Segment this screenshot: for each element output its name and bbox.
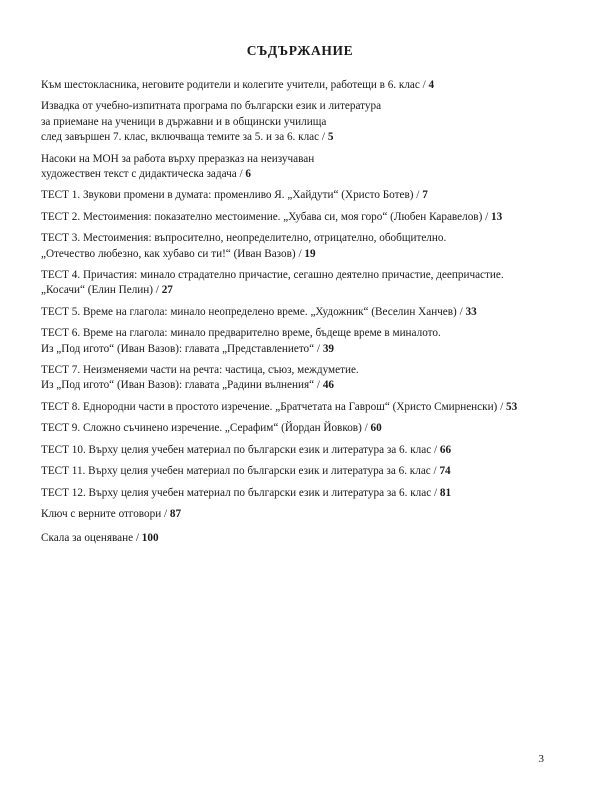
toc-entry[interactable] — [41, 152, 564, 183]
toc-entry[interactable] — [41, 99, 564, 145]
toc-entry-line: ТЕСТ 10. Върху целия учебен материал по български език и литература за 6. клас / 66 — [41, 443, 452, 456]
toc-page-number: 27 — [161, 284, 173, 297]
toc-entry[interactable] — [41, 268, 564, 299]
toc-entry-line: ТЕСТ 8. Еднородни части в простото изречение. „Братчетата на Гаврош“ (Христо Смирненски) / 53 — [41, 400, 518, 413]
toc-entry-line: Скала за оценяване / 100 — [41, 532, 159, 545]
toc-entry-line: ТЕСТ 5. Време на глагола: минало неопределено време. „Художник“ (Веселин Ханчев) / 33 — [41, 305, 477, 318]
toc-separator: / — [413, 189, 423, 202]
toc-separator: / — [319, 131, 328, 144]
toc-entry-line: ТЕСТ 2. Местоимения: показателно местоимение. „Хубава си, моя горо“ (Любен Каравелов) / 13 — [41, 210, 503, 223]
toc-entry-line: Ключ с верните отговори / 87 — [41, 508, 182, 521]
toc-entry-line: ТЕСТ 1. Звукови промени в думата: променливо Я. „Хайдути“ (Христо Ботев) / 7 — [41, 189, 428, 202]
toc-separator: / — [314, 342, 323, 355]
toc-entry[interactable] — [41, 305, 564, 320]
toc-separator: / — [314, 379, 323, 392]
toc-entry-line: Към шестокласника, неговите родители и колегите учители, работещи в 6. клас / 4 — [41, 79, 435, 91]
toc-entry[interactable] — [41, 363, 564, 394]
toc-entry-line: ТЕСТ 6. Време на глагола: минало предварително време, бъдеще време в миналото. — [41, 327, 441, 340]
toc-page-number: 7 — [422, 189, 428, 202]
toc-entry-line: ТЕСТ 7. Неизменяеми части на речта: частица, съюз, междуметие. — [41, 364, 359, 377]
toc-page-number: 4 — [428, 79, 435, 91]
toc-entry-line: след завършен 7. клас, включваща темите за 5. и за 6. клас / 5 — [41, 131, 334, 144]
toc-entry-line: художествен текст с дидактическа задача / 6 — [41, 167, 251, 180]
toc-page-number: 87 — [169, 508, 182, 521]
toc-page-number: 33 — [465, 305, 477, 318]
toc-entry-line: Насоки на МОН за работа върху преразказ на неизучаван — [41, 152, 315, 165]
toc-entry-line: ТЕСТ 11. Върху целия учебен материал по български език и литература за 6. клас / 74 — [41, 465, 451, 478]
toc-entry-line: ТЕСТ 9. Сложно съчинено изречение. „Серафим“ (Йордан Йовков) / 60 — [41, 422, 382, 435]
toc-entry[interactable] — [41, 78, 564, 93]
toc-entry[interactable] — [41, 507, 564, 522]
toc-entry-line: ТЕСТ 3. Местоимения: въпросително, неопределително, отрицателно, обобщително. — [41, 232, 447, 245]
toc-page-number: 81 — [439, 486, 452, 499]
toc-entry[interactable] — [41, 464, 564, 479]
toc-entry-line: „Отечество любезно, как хубаво си ти!“ (Иван Вазов) / 19 — [41, 247, 316, 260]
toc-entry[interactable] — [41, 443, 564, 458]
toc-page-number: 19 — [304, 247, 316, 260]
table-of-contents-list — [41, 78, 564, 555]
toc-page-number: 74 — [439, 465, 451, 478]
toc-entry[interactable] — [41, 421, 564, 436]
toc-entry-line: Из „Под игото“ (Иван Вазов): главата „Радини вълнения“ / 46 — [41, 379, 334, 392]
toc-separator: / — [295, 247, 305, 260]
toc-entry[interactable] — [41, 486, 564, 501]
toc-entry[interactable] — [41, 326, 564, 357]
toc-entry-line: ТЕСТ 4. Причастия: минало страдателно причастие, сегашно деятелно причастие, деепричастие. — [41, 269, 504, 282]
toc-separator: / — [161, 508, 170, 521]
toc-separator: / — [497, 400, 506, 413]
toc-entry-line: Из „Под игото“ (Иван Вазов): главата „Представлението“ / 39 — [41, 342, 335, 355]
toc-page-number: 60 — [370, 422, 382, 435]
toc-page-number: 13 — [491, 210, 503, 223]
toc-entry-line: Извадка от учебно-изпитната програма по български език и литература — [41, 100, 382, 113]
toc-page-number: 39 — [322, 342, 335, 355]
toc-entry-line: за приемане на ученици в държавни и в общински училища — [41, 115, 327, 128]
toc-entry-line: „Косачи“ (Елин Пелин) / 27 — [41, 284, 173, 297]
toc-page-number: 46 — [322, 379, 334, 392]
toc-entry-line: ТЕСТ 12. Върху целия учебен материал по български език и литература за 6. клас / 81 — [41, 486, 452, 499]
page-title: СЪДЪРЖАНИЕ — [246, 43, 354, 58]
toc-separator: / — [482, 210, 492, 223]
page-number: 3 — [538, 753, 544, 765]
toc-separator: / — [152, 284, 162, 297]
toc-separator: / — [419, 79, 429, 91]
toc-page-number: 53 — [506, 400, 518, 413]
toc-separator: / — [431, 486, 440, 499]
toc-entry[interactable] — [41, 531, 564, 546]
toc-entry[interactable] — [41, 210, 564, 225]
toc-separator: / — [133, 532, 142, 545]
toc-separator: / — [430, 465, 440, 478]
toc-separator: / — [236, 167, 246, 180]
toc-page-number: 66 — [439, 443, 452, 456]
toc-entry[interactable] — [41, 188, 564, 203]
toc-separator: / — [361, 422, 371, 435]
toc-separator: / — [456, 305, 466, 318]
toc-entry[interactable] — [41, 231, 564, 262]
toc-page-number: 5 — [327, 131, 334, 144]
toc-entry[interactable] — [41, 400, 564, 415]
toc-page-number: 6 — [245, 167, 251, 180]
toc-separator: / — [431, 443, 440, 456]
toc-page-number: 100 — [141, 532, 159, 545]
